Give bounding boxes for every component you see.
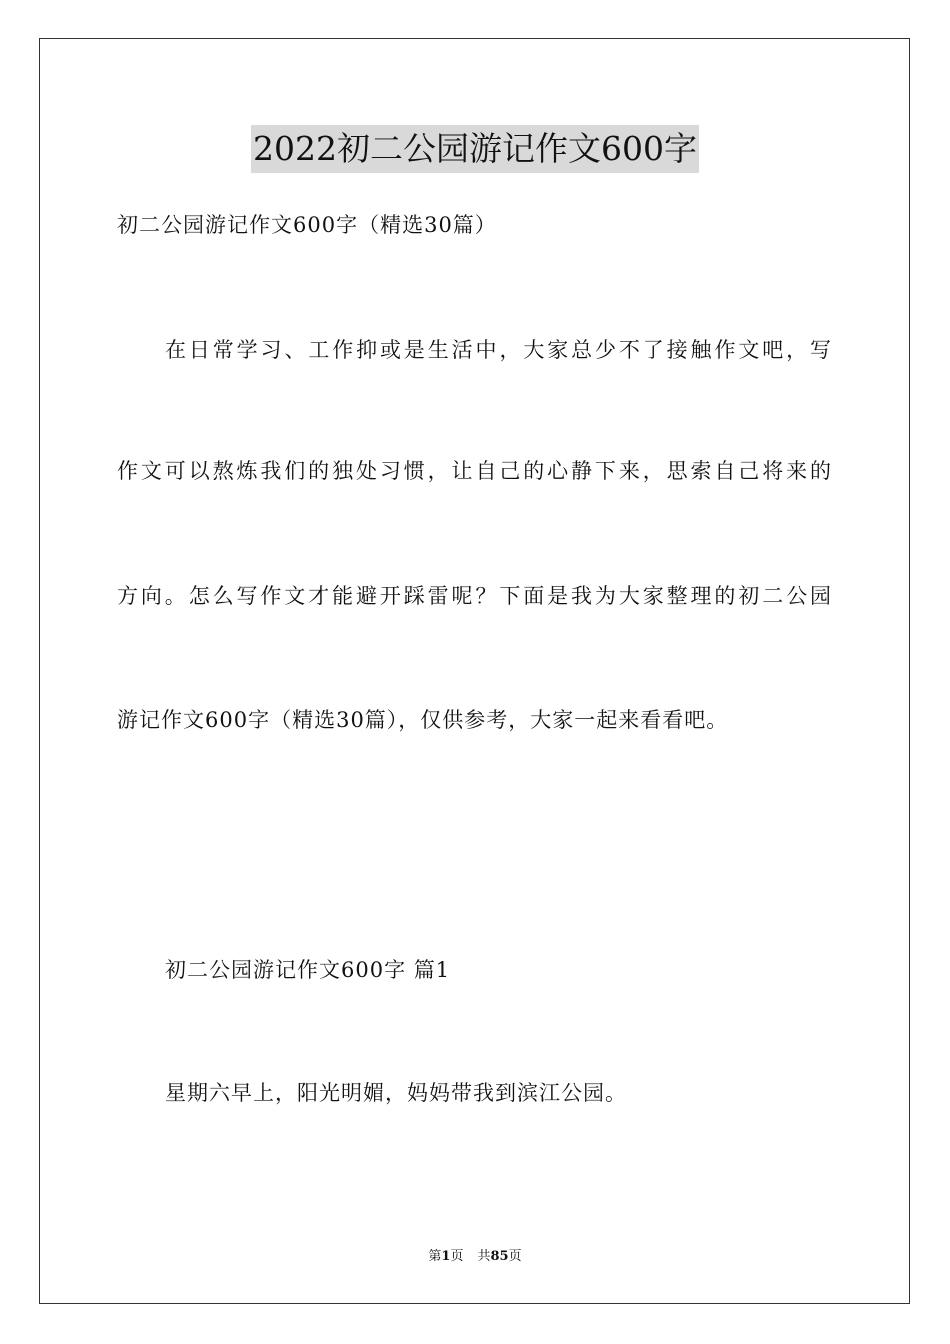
document-subtitle: 初二公园游记作文600字（精选30篇）: [117, 213, 497, 237]
page-current: 1: [441, 1249, 451, 1264]
intro-line-2: 作文可以熬炼我们的独处习惯，让自己的心静下来，思索自己将来的: [117, 459, 831, 483]
page-unit: 页: [450, 1249, 464, 1264]
intro-line-4: 游记作文600字（精选30篇），仅供参考，大家一起来看看吧。: [117, 708, 729, 732]
total-prefix: 共: [477, 1249, 491, 1264]
page-prefix: 第: [428, 1249, 442, 1264]
section-first-line: 星期六早上，阳光明媚，妈妈带我到滨江公园。: [165, 1081, 627, 1105]
intro-line-3: 方向。怎么写作文才能避开踩雷呢？下面是我为大家整理的初二公园: [117, 584, 831, 608]
document-title-text: 2022初二公园游记作文600字: [251, 125, 699, 173]
page-footer: [0, 1248, 950, 1266]
document-title: [0, 125, 950, 173]
page-total: 85: [490, 1249, 509, 1264]
total-unit: 页: [508, 1249, 522, 1264]
intro-line-1: 在日常学习、工作抑或是生活中，大家总少不了接触作文吧，写: [165, 338, 831, 362]
section-heading: 初二公园游记作文600字 篇1: [165, 958, 451, 982]
